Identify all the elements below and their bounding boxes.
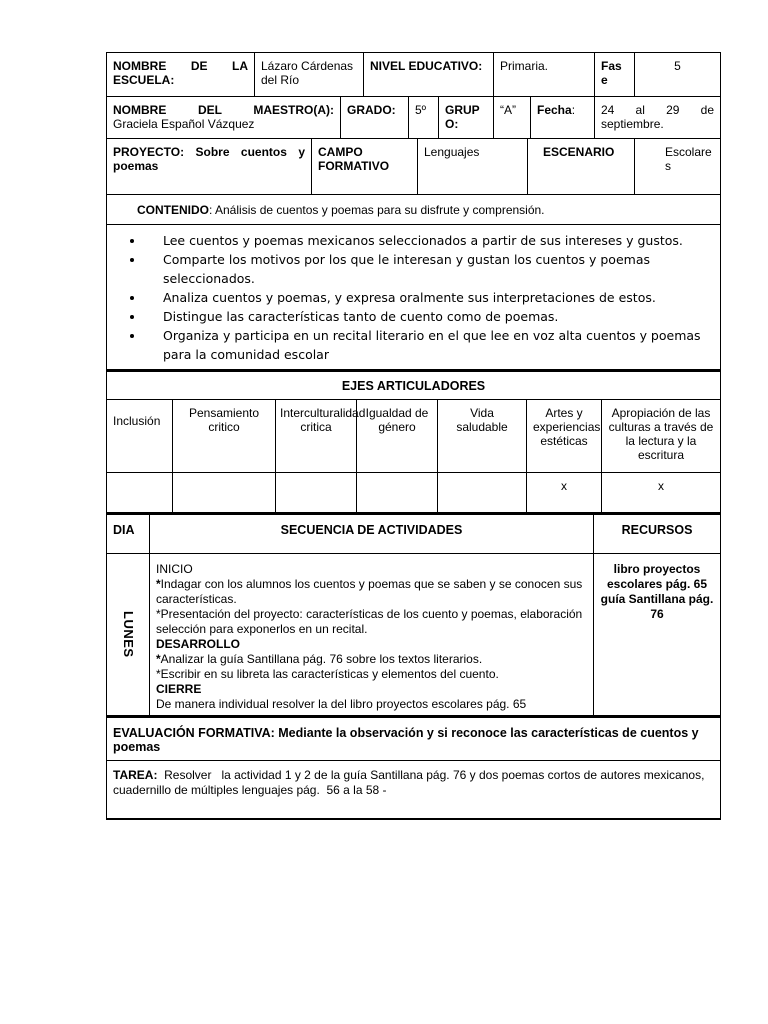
eje-label-artes: Artes y experiencias estéticas xyxy=(526,400,601,472)
eje-label-igualdad: Igualdad de género xyxy=(356,400,437,472)
list-item: • Distingue las características tanto de cuento como de poemas. xyxy=(145,307,714,326)
eje-mark xyxy=(107,473,172,512)
school-value: Lázaro Cárdenas del Río xyxy=(254,53,363,96)
inicio-item-1: *Indagar con los alumnos los cuentos y poemas que se saben y se conocen sus características. xyxy=(156,577,583,606)
eje-mark xyxy=(356,473,437,512)
level-value: Primaria. xyxy=(493,53,594,96)
ejes-title: EJES ARTICULADORES xyxy=(341,379,486,393)
objectives-list xyxy=(113,231,714,364)
list-item: • Analiza cuentos y poemas, y expresa oralmente sus interpretaciones de estos. xyxy=(145,288,714,307)
eje-label-inclusion: Inclusión xyxy=(113,414,161,428)
teacher-cell xyxy=(107,97,340,138)
objectives-cell xyxy=(107,225,720,369)
eje-label-interculturalidad: Interculturalidad critica xyxy=(275,400,356,472)
contenido-label: CONTENIDO xyxy=(137,203,209,217)
desarrollo-item-1: *Analizar la guía Santillana pág. 76 sobre los textos literarios. xyxy=(156,652,483,666)
day-header: DIA xyxy=(113,523,135,537)
level-label: NIVEL EDUCATIVO: xyxy=(363,53,493,96)
campo-label: CAMPO FORMATIVO xyxy=(311,139,417,194)
desarrollo-item-2: *Escribir en su libreta las características y elementos del cuento. xyxy=(156,667,499,681)
eje-label-vida: Vida saludable xyxy=(437,400,526,472)
cierre-heading: CIERRE xyxy=(156,682,202,696)
tarea-cell xyxy=(107,761,720,818)
inicio-item-2: *Presentación del proyecto: características de los cuento y poemas, elaboración selección para exponerlos en un recital. xyxy=(156,607,583,636)
scenario-label: ESCENARIO xyxy=(527,139,634,194)
eje-mark xyxy=(172,473,275,512)
sequence-title: SECUENCIA DE ACTIVIDADES xyxy=(149,515,593,553)
group-label: GRUPO: xyxy=(438,97,493,138)
desarrollo-item-1-text: Analizar la guía Santillana pág. 76 sobre los textos literarios. xyxy=(160,652,483,666)
eje-mark-artes: x xyxy=(526,473,601,512)
desarrollo-heading: DESARROLLO xyxy=(156,637,240,651)
list-item: • Comparte los motivos por los que le interesan y gustan los cuentos y poemas seleccionados. xyxy=(145,250,714,288)
evaluation-row xyxy=(106,716,721,761)
ejes-marks-row xyxy=(106,473,721,513)
phase-label: Fase xyxy=(594,53,634,96)
ejes-title-row xyxy=(106,370,721,400)
grade-label: GRADO: xyxy=(340,97,408,138)
contenido-row xyxy=(106,195,721,225)
campo-value: Lenguajes xyxy=(417,139,527,194)
activity-cell xyxy=(149,554,593,715)
day-label: LUNES xyxy=(121,611,136,658)
eje-mark xyxy=(437,473,526,512)
grade-value: 5º xyxy=(408,97,438,138)
date-label-cell: Fecha: xyxy=(530,97,594,138)
project-row xyxy=(106,139,721,195)
phase-value: 5 xyxy=(634,53,720,96)
sequence-body-row xyxy=(106,554,721,716)
teacher-label: NOMBRE DEL MAESTRO(A): xyxy=(113,103,334,117)
day-cell xyxy=(107,554,149,715)
teacher-row xyxy=(106,97,721,139)
ejes-labels-row xyxy=(106,400,721,473)
tarea-row xyxy=(106,761,721,820)
eje-mark xyxy=(275,473,356,512)
inicio-item-1-text: Indagar con los alumnos los cuentos y poemas que se saben y se conocen sus características. xyxy=(156,577,583,606)
planning-document xyxy=(106,52,721,820)
date-value: 24 al 29 de septiembre. xyxy=(594,97,720,138)
resources-cell: libro proyectos escolares pág. 65 guía Santillana pág. 76 xyxy=(593,554,720,715)
cierre-item-1: De manera individual resolver la del libro proyectos escolares pág. 65 xyxy=(156,697,527,711)
tarea-label: TAREA: xyxy=(113,768,158,782)
scenario-value: Escolares xyxy=(634,139,720,194)
contenido-cell xyxy=(107,195,720,224)
list-item: • Organiza y participa en un recital literario en el que lee en voz alta cuentos y poemas para la comunidad escolar xyxy=(145,326,714,364)
teacher-value: Graciela Español Vázquez xyxy=(113,117,255,131)
school-row xyxy=(106,52,721,97)
objectives-row xyxy=(106,225,721,370)
inicio-heading: INICIO xyxy=(156,562,193,576)
sequence-header-row xyxy=(106,513,721,554)
project-label: PROYECTO: Sobre cuentos y poemas xyxy=(113,145,305,173)
eje-label-apropiacion: Apropiación de las culturas a través de la lectura y la escritura xyxy=(601,400,720,472)
date-label: Fecha xyxy=(537,103,572,117)
eje-mark-apropiacion: x xyxy=(601,473,720,512)
group-value: “A” xyxy=(493,97,530,138)
school-label: NOMBRE DE LA ESCUELA: xyxy=(113,59,248,87)
list-item: • Lee cuentos y poemas mexicanos seleccionados a partir de sus intereses y gustos. xyxy=(145,231,714,250)
contenido-text: : Análisis de cuentos y poemas para su disfrute y comprensión. xyxy=(209,203,545,217)
tarea-text: Resolver la actividad 1 y 2 de la guía Santillana pág. 76 y dos poemas cortos de autores mexicanos, cuadernillo de múltiples lenguajes pág. 56 a la 58 - xyxy=(113,768,708,797)
evaluation-text: EVALUACIÓN FORMATIVA: Mediante la observación y si reconoce las características de cuentos y poemas xyxy=(113,726,699,754)
resources-header: RECURSOS xyxy=(593,515,720,553)
eje-label-pensamiento: Pensamiento critico xyxy=(172,400,275,472)
